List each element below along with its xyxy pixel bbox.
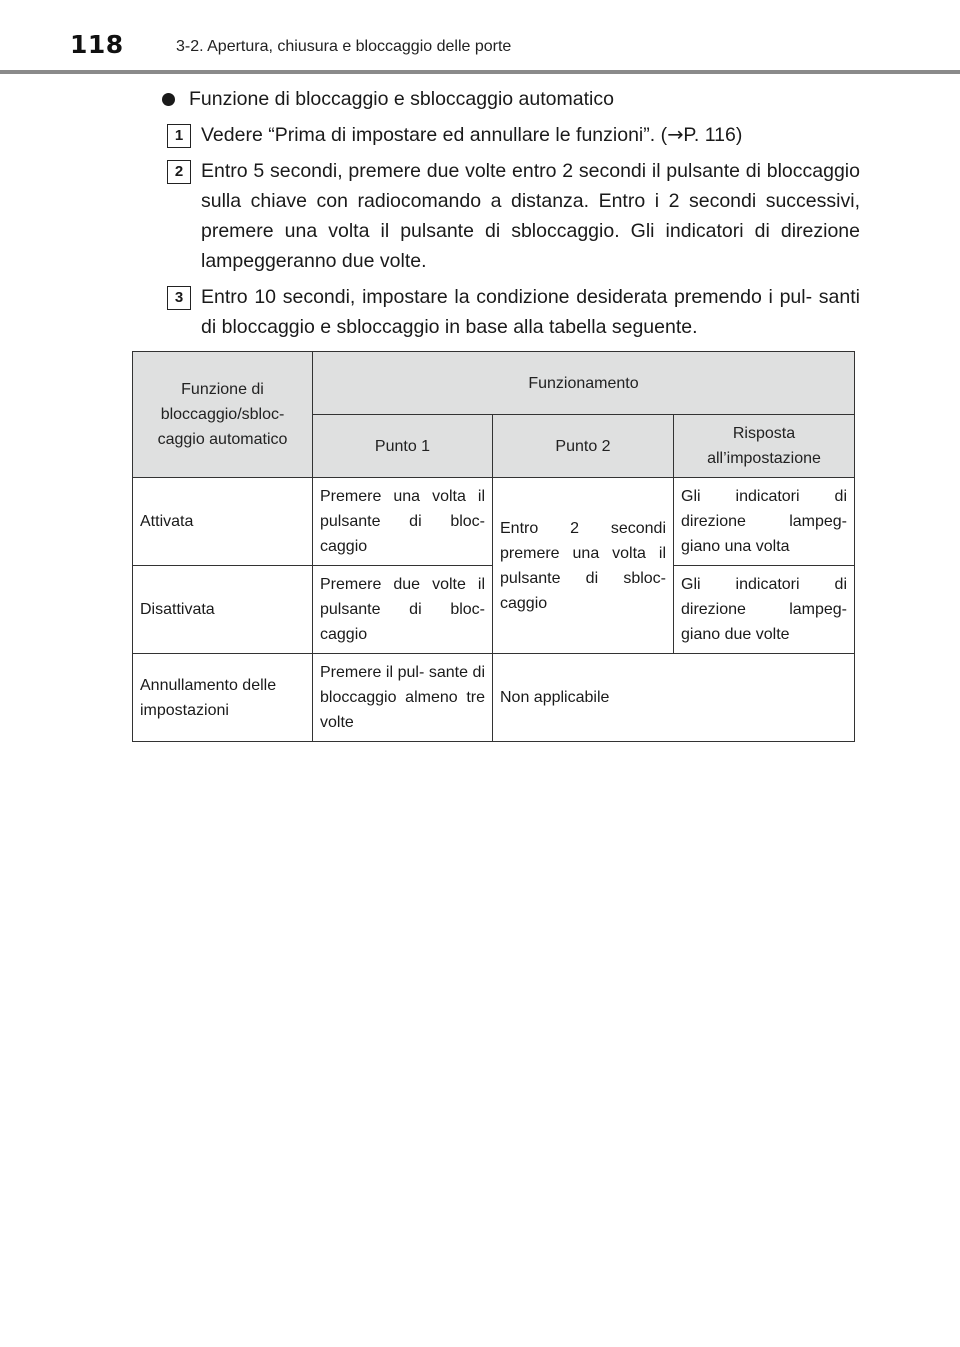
- function-table: [132, 351, 855, 742]
- step-1-text-before: Vedere “Prima di impostare ed annullare le funzioni”. (: [201, 124, 668, 146]
- table-row: [133, 478, 855, 566]
- step-2: [160, 156, 860, 276]
- row-step-2-shared: Entro 2 secondi premere una volta il pulsante di sbloc- caggio: [493, 478, 674, 654]
- header-step-1: Punto 1: [313, 415, 493, 478]
- arrow-right-icon: →: [667, 123, 684, 146]
- step-1: [160, 120, 860, 150]
- step-number-badge: 1: [167, 124, 191, 148]
- instructions: [160, 84, 860, 342]
- row-function: Attivata: [133, 478, 313, 566]
- row-step-1: Premere il pul- sante di bloccaggio almeno tre volte: [313, 654, 493, 742]
- header-divider: [0, 70, 960, 74]
- step-3-text: Entro 10 secondi, impostare la condizione desiderata premendo i pul- santi di bloccaggio e sbloccaggio in base alla tabella seguente.: [201, 286, 860, 338]
- page-number: 118: [70, 30, 124, 59]
- step-number-badge: 3: [167, 286, 191, 310]
- header-function: Funzione di bloccaggio/sbloc- caggio automatico: [133, 352, 313, 478]
- row-function: Disattivata: [133, 566, 313, 654]
- header-response: Risposta all’impostazione: [674, 415, 855, 478]
- step-number-badge: 2: [167, 160, 191, 184]
- row-not-applicable: Non applicabile: [493, 654, 855, 742]
- section-title: 3-2. Apertura, chiusura e bloccaggio delle porte: [176, 38, 512, 55]
- row-response: Gli indicatori di direzione lampeg- giano una volta: [674, 478, 855, 566]
- step-2-text: Entro 5 secondi, premere due volte entro 2 secondi il pulsante di bloccaggio sulla chiave con radiocomando a distanza. Entro i 2 secondi successivi, premere una volta il pulsante di sbloccaggio. Gli indicatori di direzione lampeggeranno due volte.: [201, 160, 860, 272]
- section-heading: [160, 84, 860, 114]
- row-function: Annullamento delle impostazioni: [133, 654, 313, 742]
- step-3: [160, 282, 860, 342]
- header-operation: Funzionamento: [313, 352, 855, 415]
- bullet-icon: [162, 93, 175, 106]
- header-step-2: Punto 2: [493, 415, 674, 478]
- table-row: [133, 654, 855, 742]
- row-step-1: Premere due volte il pulsante di bloc- caggio: [313, 566, 493, 654]
- row-response: Gli indicatori di direzione lampeg- giano due volte: [674, 566, 855, 654]
- row-step-1: Premere una volta il pulsante di bloc- caggio: [313, 478, 493, 566]
- section-heading-text: Funzione di bloccaggio e sbloccaggio automatico: [189, 88, 614, 110]
- step-1-text-after: P. 116): [683, 124, 743, 146]
